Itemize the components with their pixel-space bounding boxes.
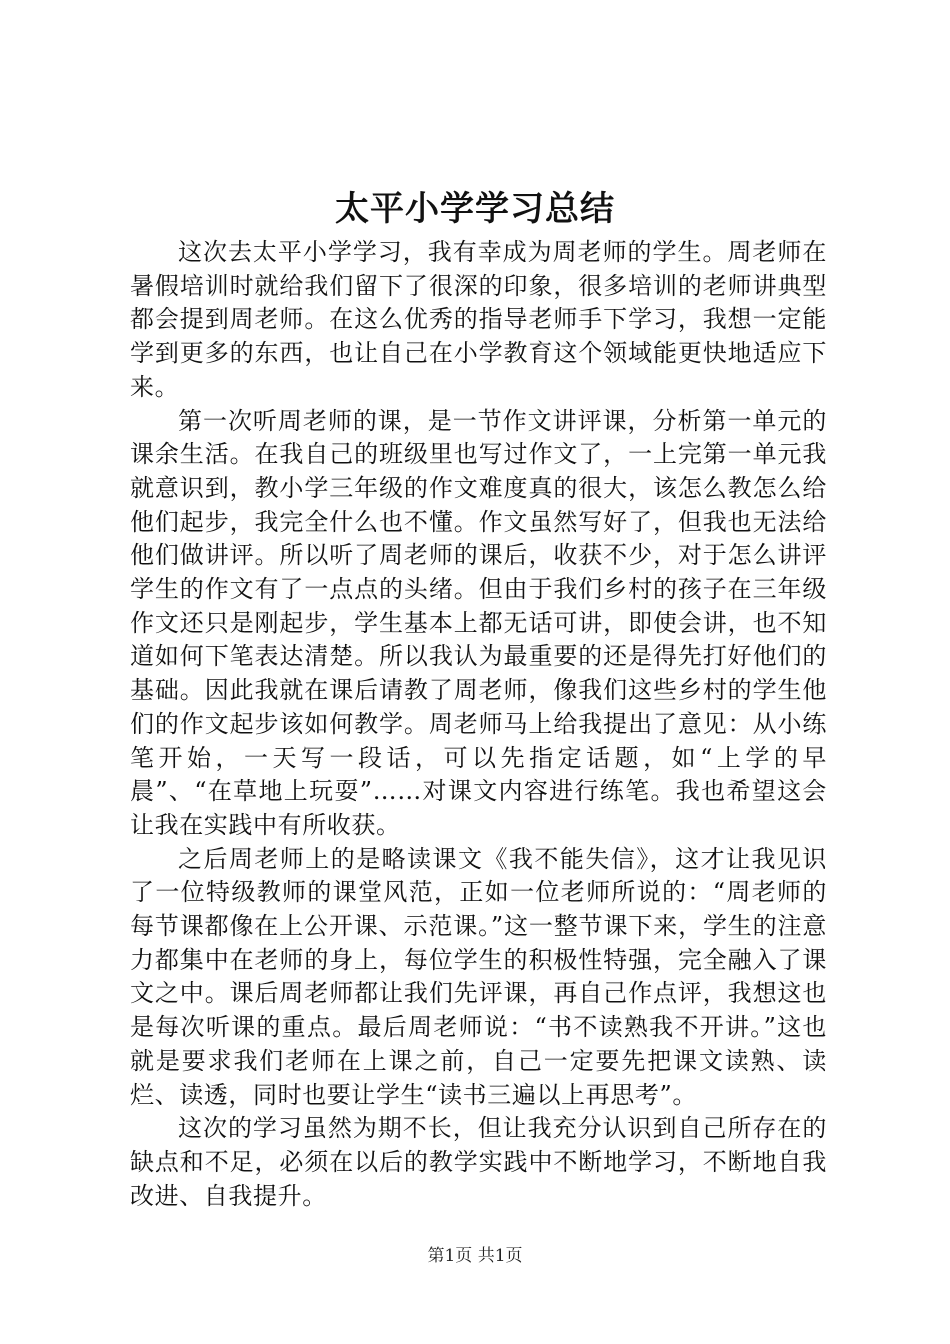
paragraph-3: 之后周老师上的是略读课文《我不能失信》，这才让我见识了一位特级教师的课堂风范，正如一位老师所说的：“周老师的每节课都像在上公开课、示范课。”这一整节课下来，学生的注意力都集中在老师的身上，每位学生的积极性特强，完全融入了课文之中。课后周老师都让我们先评课，再自己作点评，我想这也是每次听课的重点。最后周老师说：“书不读熟我不开讲。”这也就是要求我们老师在上课之前，自己一定要先把课文读熟、读烂、读透，同时也要让学生“读书三遍以上再思考”。 bbox=[130, 844, 827, 1109]
paragraph-4: 这次的学习虽然为期不长，但让我充分认识到自己所存在的缺点和不足，必须在以后的教学实践中不断地学习，不断地自我改进、自我提升。 bbox=[130, 1114, 827, 1210]
page-title: 太平小学学习总结 bbox=[335, 189, 615, 229]
document-body bbox=[130, 236, 827, 1213]
paragraph-1: 这次去太平小学学习，我有幸成为周老师的学生。周老师在暑假培训时就给我们留下了很深的印象，很多培训的老师讲典型都会提到周老师。在这么优秀的指导老师手下学习，我想一定能学到更多的东西，也让自己在小学教育这个领域能更快地适应下来。 bbox=[130, 238, 827, 401]
paragraph-2: 第一次听周老师的课，是一节作文讲评课，分析第一单元的课余生活。在我自己的班级里也写过作文了，一上完第一单元我就意识到，教小学三年级的作文难度真的很大，该怎么教怎么给他们起步，我完全什么也不懂。作文虽然写好了，但我也无法给他们做讲评。所以听了周老师的课后，收获不少，对于怎么讲评学生的作文有了一点点的头绪。但由于我们乡村的孩子在三年级作文还只是刚起步，学生基本上都无话可讲，即使会讲，也不知道如何下笔表达清楚。所以我认为最重要的还是得先打好他们的基础。因此我就在课后请教了周老师，像我们这些乡村的学生他们的作文起步该如何教学。周老师马上给我提出了意见：从小练笔开始，一天写一段话，可以先指定话题，如“上学的早晨”、“在草地上玩耍”……对课文内容进行练笔。我也希望这会让我在实践中有所收获。 bbox=[130, 406, 827, 839]
page-footer: 第1页 共1页 bbox=[427, 1246, 523, 1266]
